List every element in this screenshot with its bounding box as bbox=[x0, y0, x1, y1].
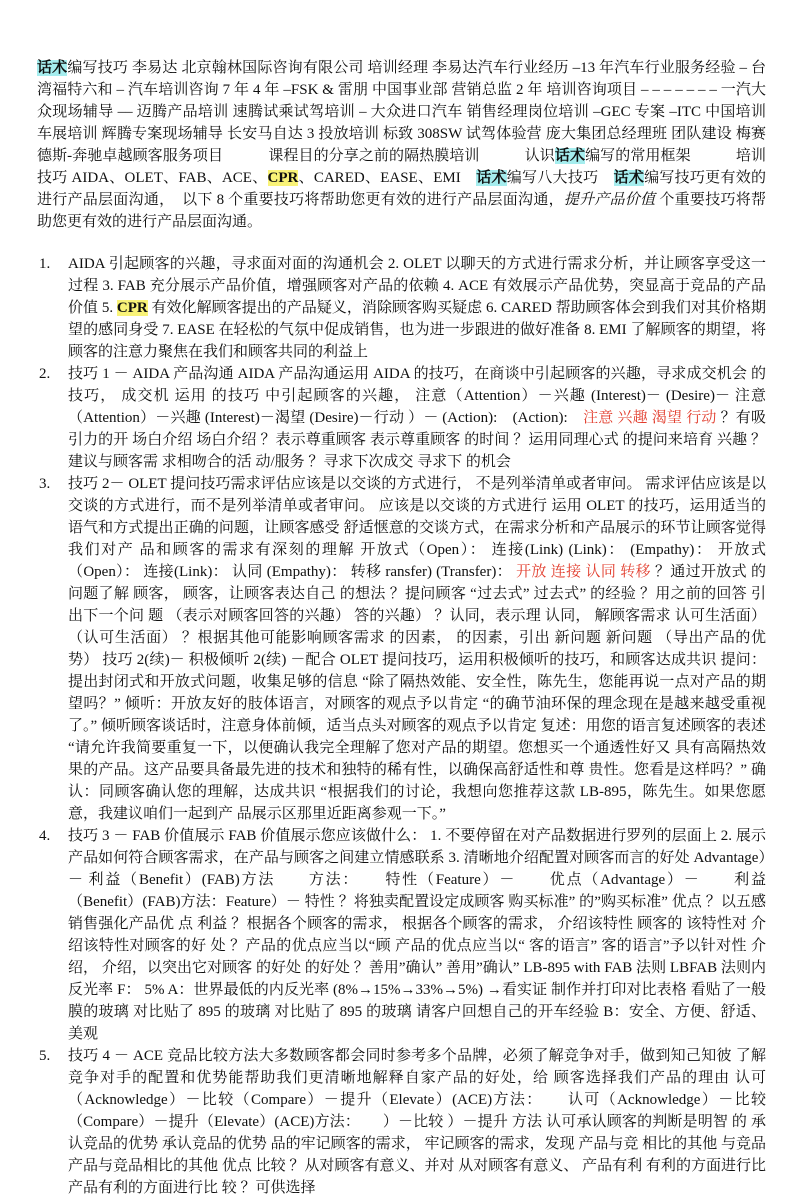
cyan-highlighted-text-run: 话术 bbox=[476, 170, 507, 186]
yellow-highlighted-text-run: CPR bbox=[267, 170, 299, 186]
list-item-text bbox=[68, 825, 766, 1045]
list-item-text bbox=[68, 1045, 766, 1199]
list-item-1 bbox=[37, 253, 766, 363]
list-item-text bbox=[68, 253, 766, 363]
text-run: 、CARED、EASE、EMI bbox=[298, 170, 477, 186]
text-run: ？通过开放式 的问题了解 顾客， 顾客，让顾客表达自己 的想法 ？提问顾客 “过去式” 过去式” 的经验 ？用之前的回答 引出下一个问 题 （表示对顾客回答的兴趣） 答的兴趣） ？认同，表示理 认同， 解顾客需求 认可生活面） （认可生活面） ？根据其他可能影响顾客需求 的因素， 的因素，引出 新问题 新问题 （导出产品的优 势） 技巧 2(续)－ 积极倾听 2(续) －配合 OLET 提问技巧，运用积极倾听的技巧，和顾客达成共识 提问：提出封闭式和开放式问题，收集足够的信息 “除了隔热效能、安全性，陈先生，您能再说一点对产品的期望吗？” 倾听：开放友好的肢体语言，对顾客的观点予以肯定 “的确节油环保的理念现在是越来越受重视了。” 倾听顾客谈话时，注意身体前倾，适当点头对顾客的观点予以肯定 复述：用您的语言复述顾客的表述 “请允许我简要重复一下，以便确认我完全理解了您对产品的期望。您想买一个通透性好又 具有高隔热效果的产品。这产品要具备最先进的技术和独特的稀有性，以确保高舒适性和尊 贵性。您看是这样吗？” 确认：同顾客确认您的理解，达成共识 “根据我们的讨论，我想向您推荐这款 LB-895，陈先生。如果您愿意，我建议咱们一起到产 品展示区那里近距离参观一下。” bbox=[68, 564, 766, 822]
text-run: ？有吸引力的开 场白介绍 场白介绍 ？表示尊重顾客 表示尊重顾客 的时间 ？运用同理心式 的提问来培育 兴趣 ？建议与顾客需 求相吻合的活 动/服务 ？寻求下次成交 寻求下 的机会 bbox=[68, 410, 766, 470]
red-text-run: 注意 兴趣 渴望 行动 bbox=[583, 410, 717, 426]
list-item-number: 2. bbox=[39, 366, 51, 382]
list-item-3 bbox=[37, 473, 766, 825]
list-item-4 bbox=[37, 825, 766, 1045]
numbered-list bbox=[37, 253, 766, 1199]
list-item-text bbox=[68, 363, 766, 473]
text-run: 技巧 3 － FAB 价值展示 FAB 价值展示您应该做什么： 1. 不要停留在对产品数据进行罗列的层面上 2. 展示产品如何符合顾客需求，在产品与顾客之间建立情感联系 3. 清晰地介绍配置对顾客而言的好处 Advantage）－ 利益（Benefit）(FAB)方法 方法： 特性（Feature）－ 优点（Advantage）－ 利益（Benefit）(FAB)方法：Feature）－ 特性 ？将独卖配置设定成顾客 购买标准” 的”购买标准” 优点 ？以五感销售强化产品优 点 利益 ？根据各个顾客的需求， 根据各个顾客的需求， 介绍该特性 顾客的 该特性对 介绍该特性对顾客的好 处 ？产品的优点应当以“顾 产品的优点应当以“ 客的语言” 客的语言”予以针对性 介绍， 介绍，以突出它对顾客 的好处 的好处 ？善用”确认” 善用”确认” LB-895 with FAB 法则 LBFAB 法则内反光率 F： 5% A：世界最低的内反光率 (8%→15%→33%→5%) →看实证 制作并打印对比表格 看贴了一般膜的玻璃 对比贴了 895 的玻璃 对比贴了 895 的玻璃 请客户回想自己的开车经验 B：安全、方便、舒适、美观 bbox=[68, 828, 766, 1042]
red-text-run: 开放 连接 认同 转移 bbox=[516, 564, 651, 580]
text-run: 技巧 4 － ACE 竞品比较方法大多数顾客都会同时参考多个品牌，必须了解竞争对手，做到知己知彼 了解竞争对手的配置和优势能帮助我们更清晰地解释自家产品的好处，给 顾客选择我们产品的理由 认可（Acknowledge）－比较（Compare）－提升（Elevate）(ACE)方法： 认可（Acknowledge）－比较（Compare）－提升（Elevate）(ACE)方法： ）－比较 ）－提升 方法 认可承认顾客的判断是明智 的 承认竞品的优势 承认竞品的优势 品的牢记顾客的需求， 牢记顾客的需求，发现 产品与竞 相比的其他 与竞品 产品与竞品相比的其他 优点 比较 ？从对顾客有意义、并对 从对顾客有意义、 产品有利 有利的方面进行比 产品有利的方面进行比 较 ？可供选择 bbox=[68, 1048, 766, 1196]
cyan-highlighted-text-run: 话术 bbox=[554, 148, 586, 164]
text-run: 编写技巧 李易达 北京翰林国际咨询有限公司 培训经理 李易达汽车行业经历 –13 年汽车行业服务经验 – 台湾福特六和 – 汽车培训咨询 7 年 4 年 –FSK & 雷朋 中国事业部 营销总监 2 年 培训咨询项目 – – – – – – – 一汽大众现场辅导 –– 迈腾产品培训 速腾试乘试驾培训 – 大众进口汽车 销售经理岗位培训 –GEC 专案 –ITC 中国培训 车展培训 辉腾专案现场辅导 长安马自达 3 投放培训 标致 308SW 试驾体验营 庞大集团总经理班 团队建设 梅赛德斯-奔驰卓越顾客服务项目 课程目的分享之前的隔热膜培训 认识 bbox=[37, 60, 766, 164]
list-item-text bbox=[68, 473, 766, 825]
italic-text-run: 提升产品价值 bbox=[563, 192, 656, 208]
cyan-highlighted-text-run: 话术 bbox=[613, 170, 645, 186]
text-run: 编写的常用框架 培训技巧 AIDA、OLET、FAB、ACE、 bbox=[37, 148, 766, 186]
text-run: 个重要技巧将帮助您更有效的进行产品层面沟通。 bbox=[37, 192, 766, 230]
text-run: AIDA 引起顾客的兴趣，寻求面对面的沟通机会 2. OLET 以聊天的方式进行需求分析，并让顾客享受这一过程 3. FAB 充分展示产品价值，增强顾客对产品的依赖 4. ACE 有效展示产品优势，突显高于竞品的产品价值 5. bbox=[68, 256, 766, 316]
intro-paragraph bbox=[37, 57, 766, 233]
text-run: 编写八大技巧 bbox=[506, 170, 614, 186]
list-item-2 bbox=[37, 363, 766, 473]
text-run: 编写技巧更有效的进行产品层面沟通， 以下 8 个重要技巧将帮助您更有效的进行产品层面沟通， bbox=[37, 170, 766, 208]
cyan-highlighted-text-run: 话术 bbox=[37, 60, 68, 76]
yellow-highlighted-text-run: CPR bbox=[116, 300, 148, 316]
list-item-number: 4. bbox=[39, 828, 51, 844]
list-item-number: 5. bbox=[39, 1048, 51, 1064]
text-run: 技巧 1 － AIDA 产品沟通 AIDA 产品沟通运用 AIDA 的技巧，在商谈中引起顾客的兴趣，寻求成交机会 的技巧， 成交机 运用 的技巧 中引起顾客的兴趣， 注意（Attention）－兴趣 (Interest)－ (Desire)－ 注意（Attention）－兴趣 (Interest)－渴望 (Desire)－行动 ）－ (Action): (Action): bbox=[68, 366, 766, 426]
list-item-number: 1. bbox=[39, 256, 51, 272]
list-item-number: 3. bbox=[39, 476, 51, 492]
text-run: 有效化解顾客提出的产品疑义，消除顾客购买疑虑 6. CARED 帮助顾客体会到我们对其价格期望的感同身受 7. EASE 在轻松的气氛中促成销售，也为进一步跟进的做好准备 8. EMI 了解顾客的期望，将顾客的注意力聚焦在我们和顾客共同的利益上 bbox=[68, 300, 766, 360]
text-run: 技巧 2－ OLET 提问技巧需求评估应该是以交谈的方式进行， 不是列举清单或者审问。 需求评估应该是以交谈的方式进行，而不是列举清单或者审问。 应该是以交谈的方式进行 运用 OLET 的技巧，运用适当的语气和方式提出正确的问题，让顾客感受 舒适惬意的交谈方式，在需求分析和产品展示的环节让顾客觉得我们对产 品和顾客的需求有深刻的理解 开放式（Open）： 连接(Link) (Link)： (Empathy)： 开放式（Open）： 连接(Link)： 认同 (Empathy)： 转移 ransfer) (Transfer)： bbox=[68, 476, 766, 580]
list-item-5 bbox=[37, 1045, 766, 1199]
